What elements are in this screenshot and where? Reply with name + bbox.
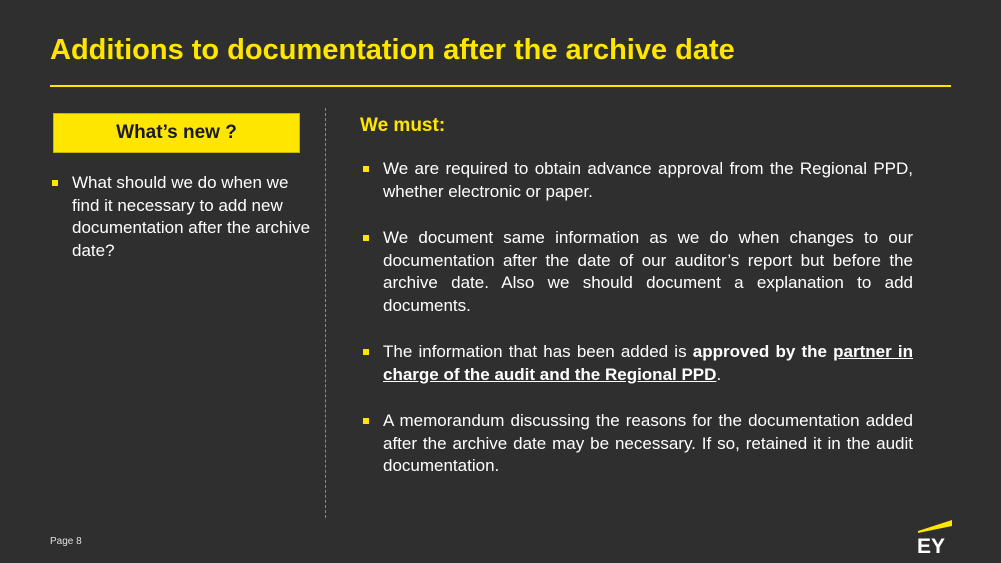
bullet-text-bold: approved by the	[692, 342, 834, 361]
left-bullet-list	[50, 172, 315, 262]
list-item	[50, 172, 315, 262]
square-bullet-icon	[363, 418, 369, 424]
whats-new-box	[53, 113, 300, 153]
title-underline	[50, 85, 951, 87]
whats-new-label: What’s new ?	[116, 122, 237, 143]
bullet-text: A memorandum discussing the reasons for the documentation added after the archive date may be necessary. If so, retained it in the audit documentation.	[383, 411, 913, 475]
list-item	[361, 410, 913, 478]
square-bullet-icon	[363, 235, 369, 241]
page-number: Page 8	[50, 536, 82, 547]
list-item	[361, 158, 913, 203]
square-bullet-icon	[363, 349, 369, 355]
ey-logo-text: EY	[917, 535, 946, 556]
bullet-text: What should we do when we find it necessary to add new documentation after the archive date?	[72, 173, 311, 260]
bullet-text: We document same information as we do when changes to our documentation after the date of our auditor’s report but before the archive date. Also we should document a explanation to add documents.	[383, 228, 913, 315]
bullet-text-bold-underlined: partner in charge of the audit and the Regional PPD	[383, 342, 913, 384]
bullet-text-tail: .	[716, 364, 722, 384]
list-item	[361, 341, 913, 386]
list-item	[361, 227, 913, 317]
right-bullet-list	[361, 158, 913, 478]
bullet-text: We are required to obtain advance approval from the Regional PPD, whether electronic or paper.	[383, 159, 913, 201]
column-divider	[325, 108, 326, 518]
bullet-text-lead: The information that has been added is	[383, 342, 693, 361]
square-bullet-icon	[363, 166, 369, 172]
ey-logo-icon	[915, 516, 955, 556]
slide-title: Additions to documentation after the archive date	[50, 34, 735, 66]
we-must-heading: We must:	[360, 115, 446, 136]
square-bullet-icon	[52, 180, 58, 186]
